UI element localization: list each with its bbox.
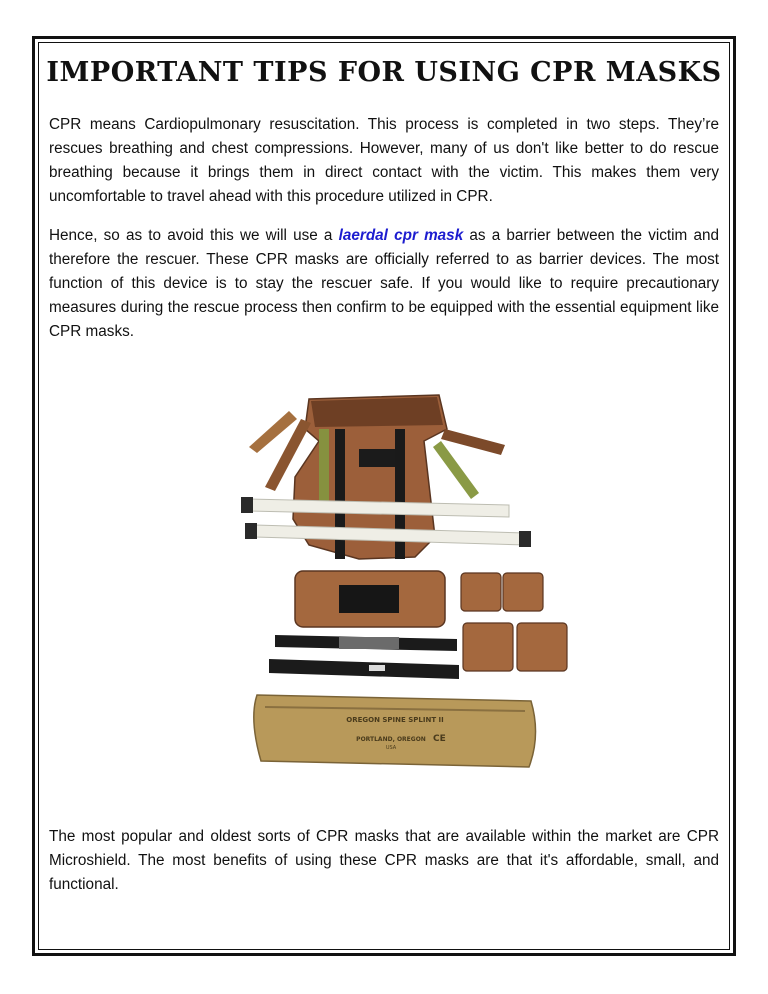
- bag-ce-mark: CE: [433, 734, 446, 744]
- side-pad-1: [461, 573, 501, 611]
- bag-label-1: OREGON SPINE SPLINT II: [346, 716, 444, 724]
- side-pad-4: [517, 623, 567, 671]
- buckle-left-lower: [245, 523, 257, 539]
- strap-green-left: [319, 429, 329, 509]
- buckle-left-upper: [241, 497, 253, 513]
- paragraph-barrier: [49, 224, 719, 344]
- head-strap-lower: [269, 659, 459, 679]
- strap-white-upper: [249, 499, 509, 517]
- head-strap-upper-grey: [339, 637, 399, 649]
- side-pad-2: [503, 573, 543, 611]
- vest-collar: [311, 397, 443, 427]
- head-pad-patch: [339, 585, 399, 613]
- side-pad-3: [463, 623, 513, 671]
- laerdal-cpr-mask-link[interactable]: laerdal cpr mask: [338, 227, 464, 244]
- paragraph-microshield: The most popular and oldest sorts of CPR masks that are available within the market are CPR Microshield. The most benefits of using these CPR masks are that it's affordable, small, and functional.: [49, 828, 719, 893]
- carry-bag: [254, 695, 536, 767]
- bag-label-2: PORTLAND, OREGON: [356, 736, 426, 743]
- buckle-right-lower: [519, 531, 531, 547]
- page-border: [32, 36, 736, 956]
- page-inner-border: [38, 42, 730, 950]
- strap-brown-right: [441, 429, 505, 455]
- page-title: IMPORTANT TIPS FOR USING CPR MASKS: [46, 57, 722, 88]
- strap-green-right: [433, 441, 479, 499]
- paragraph-barrier-end: as a barrier between the victim and therefore the rescuer. These CPR masks are officially referred to as barrier devices. The most function of this device is to stay the rescuer safe. If you would like to require precautionary measures during the rescue process then confirm to be equipped with the essential equipment like CPR masks.: [49, 227, 719, 340]
- paragraph-intro: CPR means Cardiopulmonary resuscitation. This process is completed in two steps. They’re rescues breathing and chest compressions. However, many of us don't like better to do rescue breathing because it brings them in direct contact with the victim. This makes them very uncomfortable to travel ahead with this procedure utilized in CPR.: [49, 116, 719, 205]
- bag-label-3: USA: [385, 745, 397, 751]
- head-strap-label: [369, 665, 385, 671]
- splint-product-photo: [209, 389, 569, 779]
- paragraph-barrier-start: Hence, so as to avoid this we will use a: [49, 227, 339, 244]
